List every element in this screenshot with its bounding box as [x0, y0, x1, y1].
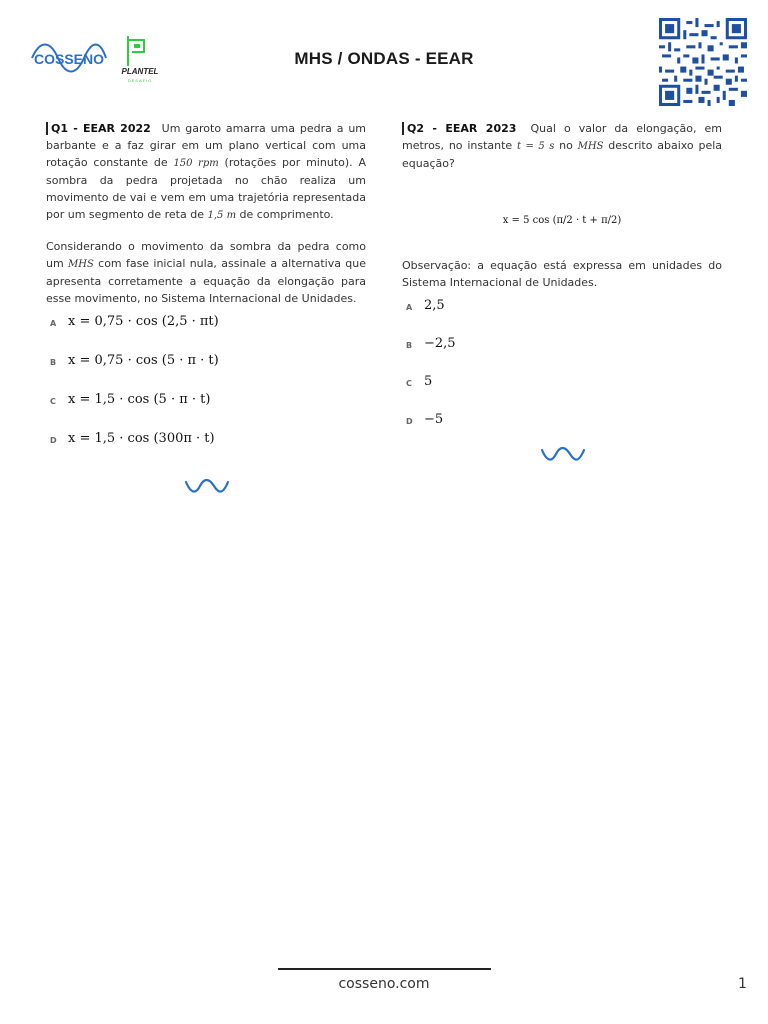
footer-site-link[interactable]: cosseno.com — [338, 976, 430, 992]
q1-heading: Q1 - EEAR 2022 — [46, 122, 151, 135]
q2-math-mhs: MHS — [577, 141, 604, 152]
option-expression: −2,5 — [424, 336, 456, 351]
option-expression: x = 1,5 · cos (300π · t) — [68, 431, 215, 446]
page-header — [0, 0, 768, 110]
q2-options — [402, 299, 722, 451]
q2-text-a: Qual o valor da elongação, em metros, no instante — [402, 122, 723, 152]
q2-statement — [402, 120, 722, 172]
q2-option-a[interactable] — [402, 299, 722, 337]
q2-text-b: no — [554, 139, 578, 152]
option-letter: D — [50, 436, 57, 445]
option-expression: 5 — [424, 374, 433, 389]
option-expression: x = 0,75 · cos (5 · π · t) — [68, 353, 219, 368]
plantel-logo-text: PLANTEL — [121, 67, 159, 76]
option-expression: −5 — [424, 412, 444, 427]
option-expression: x = 1,5 · cos (5 · π · t) — [68, 392, 211, 407]
q1-math-length: 1,5 m — [207, 210, 237, 221]
page-title: MHS / ONDAS - EEAR — [294, 49, 474, 68]
option-letter: D — [406, 417, 413, 426]
footer-divider — [278, 968, 491, 970]
option-letter: B — [50, 358, 57, 367]
q2-equation: x = 5 cos (π/2 · t + π/2) — [502, 215, 622, 226]
q1-option-d[interactable] — [46, 432, 366, 471]
q1-text-e: com fase inicial nula, assinale a alternativa que apresenta corretamente a equação da elongação para esse movimento, no Sistema Internacional de Unidades. — [46, 257, 366, 305]
q2-observation: Observação: a equação está expressa em unidades do Sistema Internacional de Unidades. — [402, 259, 722, 289]
option-letter: C — [50, 397, 56, 406]
q1-text-d: Considerando o movimento da sombra da pedra como um — [46, 240, 366, 270]
q2-option-b[interactable] — [402, 337, 722, 375]
option-letter: C — [406, 379, 412, 388]
q1-option-b[interactable] — [46, 354, 366, 393]
option-letter: A — [406, 303, 413, 312]
option-letter: A — [50, 319, 57, 328]
q1-options — [46, 315, 366, 471]
qr-code[interactable] — [658, 18, 748, 106]
option-expression: x = 0,75 · cos (2,5 · πt) — [68, 314, 219, 329]
q2-text-c: descrito abaixo pela equação? — [402, 139, 723, 170]
option-letter: B — [406, 341, 413, 350]
q1-text-c: de comprimento. — [236, 208, 334, 221]
wave-divider-icon — [540, 445, 586, 463]
question-1 — [46, 120, 366, 471]
question-2 — [402, 120, 722, 451]
q1-statement — [46, 120, 366, 224]
plantel-logo-subtext: DESAFIO — [127, 78, 153, 83]
q2-math-time: t = 5 s — [517, 141, 555, 152]
option-expression: 2,5 — [424, 298, 445, 313]
wave-divider-icon — [184, 477, 230, 495]
q1-text-a: Um garoto amarra uma pedra a um barbante e a faz girar em um plano vertical com uma rotação constante de — [46, 122, 367, 169]
q1-instruction — [46, 238, 366, 307]
page-number: 1 — [738, 976, 747, 992]
q2-heading: Q2 - EEAR 2023 — [402, 122, 516, 135]
q1-option-a[interactable] — [46, 315, 366, 354]
q2-option-c[interactable] — [402, 375, 722, 413]
cosseno-logo-text: COSSENO — [33, 51, 105, 67]
q1-option-c[interactable] — [46, 393, 366, 432]
q1-math-rpm: 150 rpm — [173, 158, 219, 169]
q1-text-b: (rotações por minuto). A sombra da pedra projetada no chão realiza um movimento de vai e vem em uma trajetória representada por um segmento de reta de — [46, 156, 366, 221]
q1-math-mhs: MHS — [68, 259, 94, 270]
